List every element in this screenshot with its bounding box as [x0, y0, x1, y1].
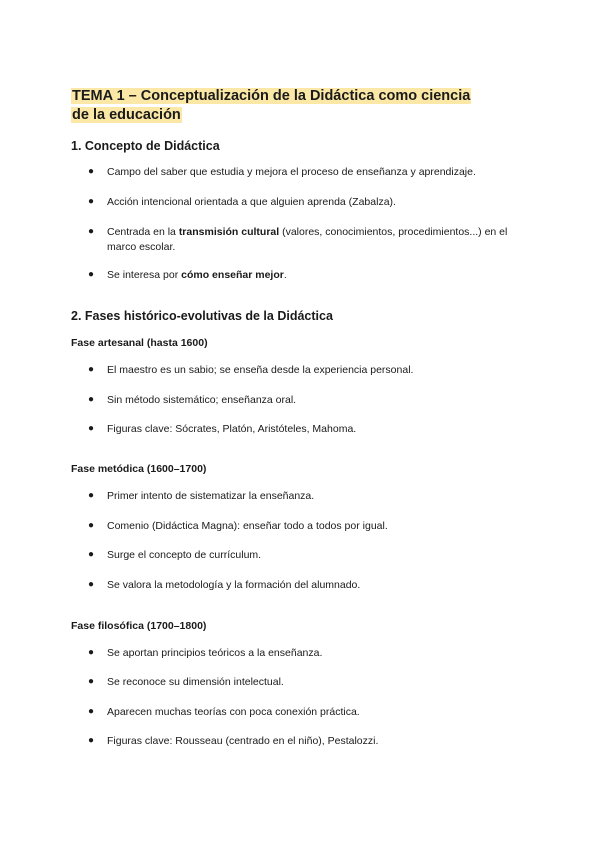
list-item-text: Centrada en la transmisión cultural (valores, conocimientos, procedimientos...) en el marco escolar. — [107, 226, 508, 253]
section-heading-fases: 2. Fases histórico-evolutivas de la Didáctica — [71, 309, 333, 323]
phase-title-metodica: Fase metódica (1600–1700) — [71, 463, 207, 475]
list-item — [88, 675, 528, 690]
bold-term: transmisión cultural — [178, 226, 280, 238]
list-item-text: El maestro es un sabio; se enseña desde la experiencia personal. — [107, 364, 414, 376]
list-item-text: Aparecen muchas teorías con poca conexión práctica. — [107, 706, 360, 718]
phase-title-filosofica: Fase filosófica (1700–1800) — [71, 620, 207, 632]
bullet-icon: ● — [88, 647, 95, 658]
bullet-icon: ● — [88, 520, 95, 531]
bullet-icon: ● — [88, 579, 95, 590]
bullet-icon: ● — [88, 364, 95, 375]
list-item — [88, 578, 528, 593]
list-item — [88, 195, 528, 210]
bold-term: cómo enseñar mejor — [181, 269, 284, 281]
list-item — [88, 363, 528, 378]
list-item — [88, 646, 528, 661]
list-item-text: Surge el concepto de currículum. — [107, 549, 262, 561]
document-title: TEMA 1 – Conceptualización de la Didáctica como ciencia de la educación — [72, 88, 471, 123]
bullet-icon: ● — [88, 549, 95, 560]
list-item-text: Acción intencional orientada a que alguien aprenda (Zabalza). — [107, 196, 396, 208]
list-item-text: Se interesa por cómo enseñar mejor. — [107, 269, 287, 281]
list-item-text: Figuras clave: Sócrates, Platón, Aristóteles, Mahoma. — [107, 423, 357, 435]
list-item — [88, 165, 528, 180]
list-item — [88, 548, 528, 563]
bullet-icon: ● — [88, 196, 95, 207]
bullet-icon: ● — [88, 735, 95, 746]
bullet-icon: ● — [88, 490, 95, 501]
section-heading-concepto: 1. Concepto de Didáctica — [71, 139, 220, 153]
bullet-icon: ● — [88, 226, 95, 237]
phase-title-artesanal: Fase artesanal (hasta 1600) — [71, 337, 208, 349]
list-item — [88, 705, 528, 720]
list-item — [88, 489, 528, 504]
list-item — [88, 268, 528, 283]
list-item — [88, 393, 528, 408]
list-item — [88, 225, 528, 254]
bullet-icon: ● — [88, 423, 95, 434]
list-item-text: Figuras clave: Rousseau (centrado en el niño), Pestalozzi. — [107, 735, 379, 747]
list-item-text: Se valora la metodología y la formación del alumnado. — [107, 579, 361, 591]
list-item — [88, 422, 528, 437]
bullet-icon: ● — [88, 394, 95, 405]
list-item — [88, 519, 528, 534]
list-item-text: Sin método sistemático; enseñanza oral. — [107, 394, 297, 406]
bullet-icon: ● — [88, 706, 95, 717]
bullet-icon: ● — [88, 269, 95, 280]
bullet-icon: ● — [88, 166, 95, 177]
list-item — [88, 734, 528, 749]
list-item-text: Se aportan principios teóricos a la enseñanza. — [107, 647, 323, 659]
list-item-text: Comenio (Didáctica Magna): enseñar todo a todos por igual. — [107, 520, 388, 532]
list-item-text: Primer intento de sistematizar la enseñanza. — [107, 490, 315, 502]
list-item-text: Se reconoce su dimensión intelectual. — [107, 676, 284, 688]
bullet-icon: ● — [88, 676, 95, 687]
list-item-text: Campo del saber que estudia y mejora el proceso de enseñanza y aprendizaje. — [107, 166, 476, 178]
